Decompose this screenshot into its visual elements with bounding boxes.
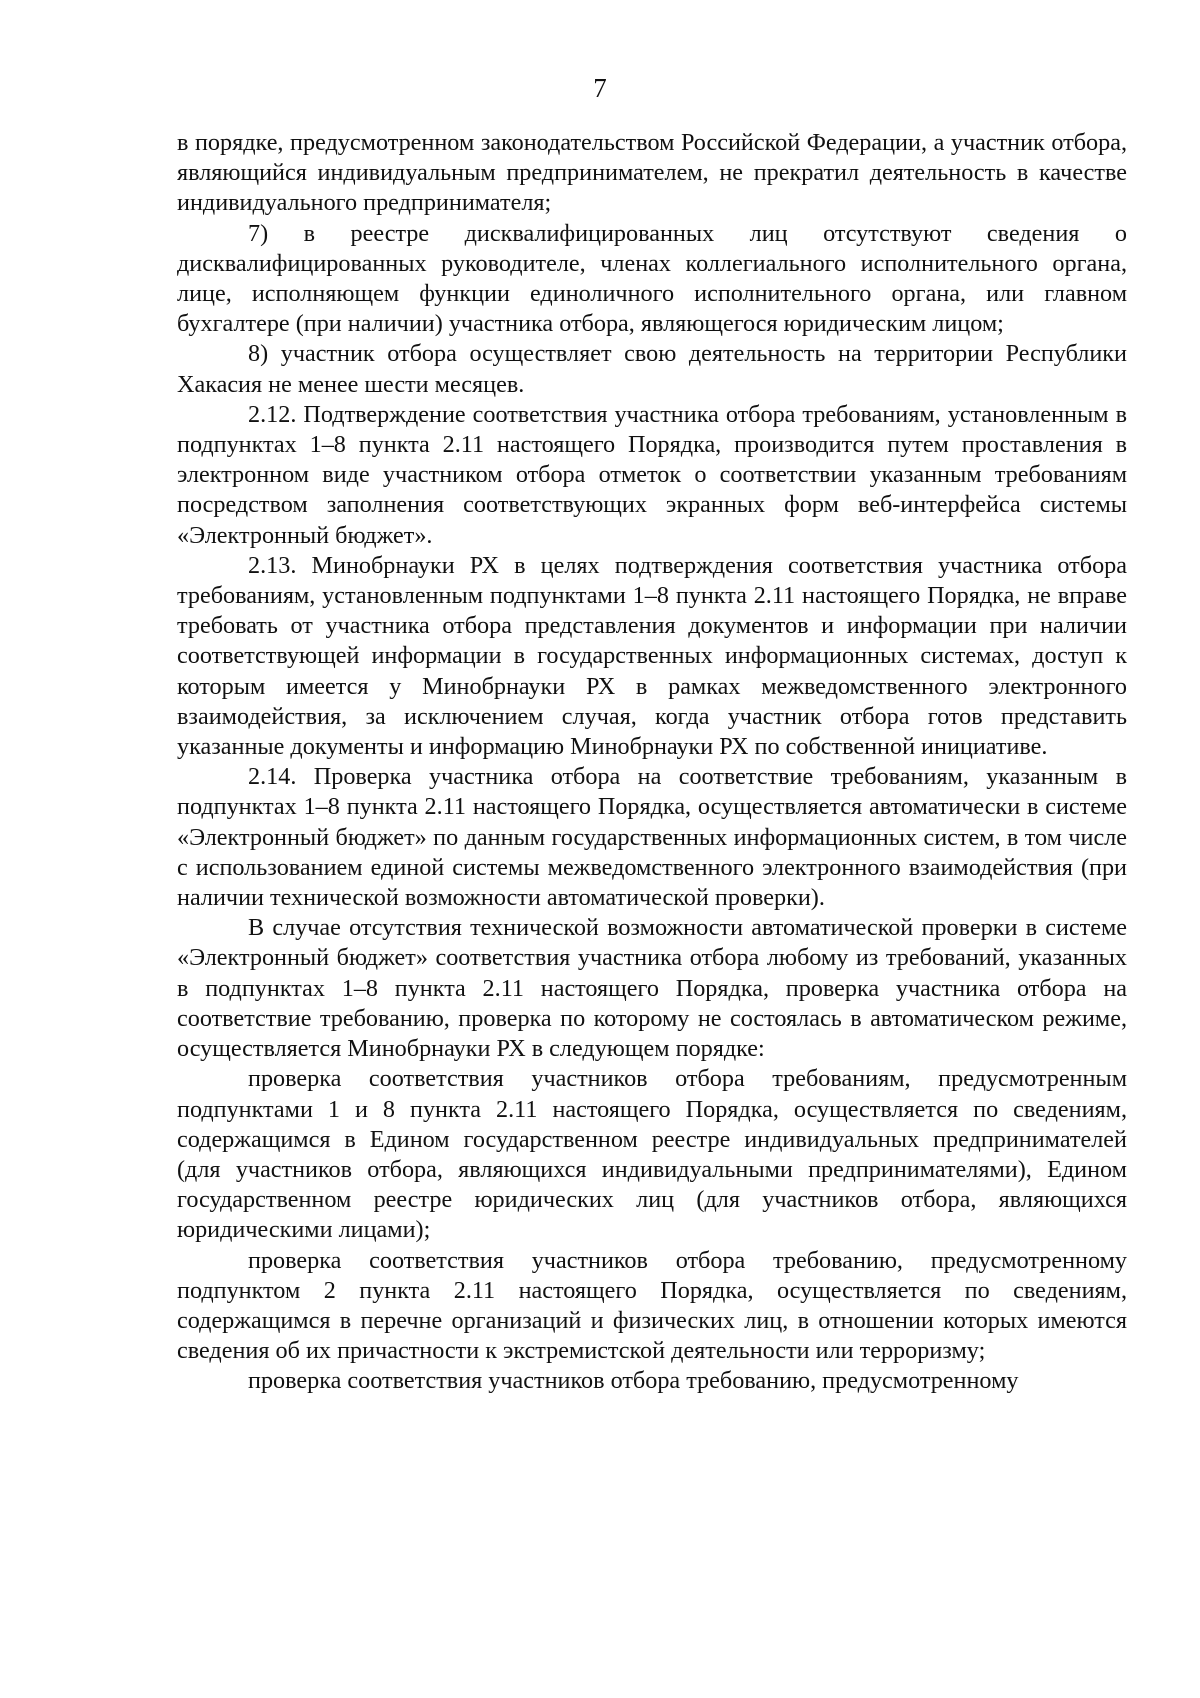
page-number: 7 xyxy=(593,73,607,103)
paragraph-item-8: 8) участник отбора осуществляет свою деятельность на территории Республики Хакасия не менее шести месяцев. xyxy=(177,340,1127,398)
paragraph-no-automatic-check: В случае отсутствия технической возможности автоматической проверки в системе «Электронный бюджет» соответствия участника отбора любому из требований, указанных в подпунктах 1–8 пункта 2.11 настоящего Порядка, проверка участника отбора на соответствие требованию, проверка по которому не состоялась в автоматическом режиме, осуществляется Минобрнауки РХ в следующем порядке: xyxy=(177,914,1127,1063)
paragraph-2-14: 2.14. Проверка участника отбора на соответствие требованиям, указанным в подпунктах 1–8 пункта 2.11 настоящего Порядка, осуществляется автоматически в системе «Электронный бюджет» по данным государственных информационных систем, в том числе с использованием единой системы межведомственного электронного взаимодействия (при наличии технической возможности автоматической проверки). xyxy=(177,763,1127,912)
paragraph-check-item-2: проверка соответствия участников отбора требованию, предусмотренному подпунктом 2 пункта 2.11 настоящего Порядка, осуществляется по сведениям, содержащимся в перечне организаций и физических лиц, в отношении которых имеются сведения об их причастности к экстремистской деятельности или терроризму; xyxy=(177,1246,1127,1365)
paragraph-item-7: 7) в реестре дисквалифицированных лиц отсутствуют сведения о дисквалифицированных руководителе, членах коллегиального исполнительного органа, лице, исполняющем функции единоличного исполнительного органа, или главном бухгалтере (при наличии) участника отбора, являющегося юридическим лицом; xyxy=(177,219,1127,338)
paragraph-2-13: 2.13. Минобрнауки РХ в целях подтверждения соответствия участника отбора требованиям, установленным подпунктами 1–8 пункта 2.11 настоящего Порядка, не вправе требовать от участника отбора представления документов и информации при наличии соответствующей информации в государственных информационных системах, доступ к которым имеется у Минобрнауки РХ в рамках межведомственного электронного взаимодействия, за исключением случая, когда участник отбора готов представить указанные документы и информацию Минобрнауки РХ по собственной инициативе. xyxy=(177,551,1127,761)
paragraph-check-next: проверка соответствия участников отбора требованию, предусмотренному xyxy=(248,1367,1019,1395)
paragraph-continuation: в порядке, предусмотренном законодательством Российской Федерации, а участник отбора, являющийся индивидуальным предпринимателем, не прекратил деятельность в качестве индивидуального предпринимателя; xyxy=(177,129,1127,217)
paragraph-2-12: 2.12. Подтверждение соответствия участника отбора требованиям, установленным в подпунктах 1–8 пункта 2.11 настоящего Порядка, производится путем проставления в электронном виде участником отбора отметок о соответствии указанным требованиям посредством заполнения соответствующих экранных форм веб-интерфейса системы «Электронный бюджет». xyxy=(177,400,1127,549)
document-body xyxy=(177,128,1127,1397)
paragraph-check-items-1-8: проверка соответствия участников отбора требованиям, предусмотренным подпунктами 1 и 8 пункта 2.11 настоящего Порядка, осуществляется по сведениям, содержащимся в Едином государственном реестре индивидуальных предпринимателей (для участников отбора, являющихся индивидуальными предпринимателями), Едином государственном реестре юридических лиц (для участников отбора, являющихся юридическими лицами); xyxy=(177,1065,1127,1244)
